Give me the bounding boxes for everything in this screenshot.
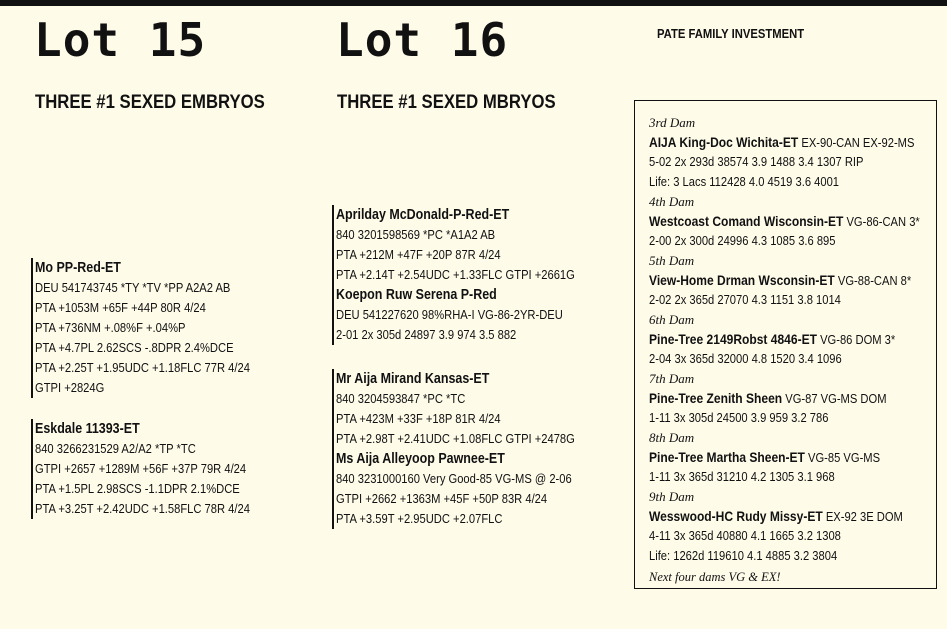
dam-entry [649,270,912,290]
animal-detail: 840 3266231529 A2/A2 *TP *TC [35,441,196,456]
animal-detail: GTPI +2662 +1363M +45F +50P 83R 4/24 [336,491,548,506]
lot-15-title: Lot 15 [34,13,207,67]
lot-16-title: Lot 16 [336,13,509,67]
dam-name: Wesswood-HC Rudy Missy-ET [649,508,823,524]
animal-detail: PTA +2.25T +1.95UDC +1.18FLC 77R 4/24 [35,360,250,375]
dam-record: 2-02 2x 365d 27070 4.3 1151 3.8 1014 [649,292,841,307]
dam-lifetime-record: Life: 3 Lacs 112428 4.0 4519 3.6 4001 [649,174,840,189]
consignor-name: PATE FAMILY INVESTMENT [657,27,805,41]
dam-classification: VG-86 DOM 3* [816,332,896,347]
dam-entry [649,447,896,467]
dam-entry [649,211,920,231]
dam-classification: EX-90-CAN EX-92-MS [798,135,915,150]
animal-detail: 840 3231000160 Very Good-85 VG-MS @ 2-06 [336,471,572,486]
animal-detail: PTA +212M +47F +20P 87R 4/24 [336,247,501,262]
animal-detail: DEU 541227620 98%RHA-I VG-86-2YR-DEU [336,307,563,322]
lot-15-subtitle: THREE #1 SEXED EMBRYOS [35,92,265,113]
animal-detail: PTA +1053M +65F +44P 80R 4/24 [35,300,206,315]
dam-record: 1-11 3x 365d 31210 4.2 1305 3.1 968 [649,469,835,484]
animal-detail: DEU 541743745 *TY *TV *PP A2A2 AB [35,280,231,295]
animal-detail: 840 3204593847 *PC *TC [336,391,466,406]
animal-detail: PTA +1.5PL 2.98SCS -1.1DPR 2.1%DCE [35,481,240,496]
dam-classification: VG-85 VG-MS [804,450,881,465]
dam-classification: EX-92 3E DOM [822,509,903,524]
animal-name: Aprilday McDonald-P-Red-ET [336,207,510,223]
animal-name: Koepon Ruw Serena P-Red [336,287,497,303]
lot-15-dam-sire [31,419,285,519]
animal-detail: PTA +736NM +.08%F +.04%P [35,320,186,335]
lot-16-subtitle: THREE #1 SEXED MBRYOS [337,92,556,113]
dam-pedigree-box [634,100,937,589]
dam-name: AIJA King-Doc Wichita-ET [649,134,799,150]
lot-16-sire-and-dam [332,205,614,345]
animal-detail: PTA +423M +33F +18P 81R 4/24 [336,411,501,426]
dam-generation-label: 9th Dam [649,489,695,504]
animal-detail: PTA +3.25T +2.42UDC +1.58FLC 78R 4/24 [35,501,250,516]
dam-lifetime-record: Life: 1262d 119610 4.1 4885 3.2 3804 [649,548,838,563]
dam-generation-label: 3rd Dam [649,115,696,130]
animal-name: Mo PP-Red-ET [35,260,121,276]
dam-classification: VG-87 VG-MS DOM [782,391,887,406]
dam-name: Pine-Tree Zenith Sheen [649,390,783,406]
dam-entry [649,132,915,152]
animal-name: Ms Aija Alleyoop Pawnee-ET [336,451,505,467]
dam-generation-label: 4th Dam [649,194,695,209]
animal-detail: PTA +4.7PL 2.62SCS -.8DPR 2.4%DCE [35,340,234,355]
animal-detail: GTPI +2657 +1289M +56F +37P 79R 4/24 [35,461,247,476]
animal-detail: 840 3201598569 *PC *A1A2 AB [336,227,496,242]
dam-record: 2-00 2x 300d 24996 4.3 1085 3.6 895 [649,233,836,248]
dam-name: View-Home Drman Wsconsin-ET [649,272,835,288]
dam-generation-label: 5th Dam [649,253,695,268]
dam-generation-label: 6th Dam [649,312,695,327]
animal-name: Mr Aija Mirand Kansas-ET [336,371,490,387]
dam-record: 4-11 3x 365d 40880 4.1 1665 3.2 1308 [649,528,841,543]
animal-detail: 2-01 2x 305d 24897 3.9 974 3.5 882 [336,327,517,342]
dam-name: Pine-Tree 2149Robst 4846-ET [649,331,817,347]
top-rule [0,0,947,6]
dam-record: 2-04 3x 365d 32000 4.8 1520 3.4 1096 [649,351,842,366]
dam-generation-label: 7th Dam [649,371,695,386]
dam-record: 5-02 2x 293d 38574 3.9 1488 3.4 1307 RIP [649,154,864,169]
dam-entry [649,506,903,526]
pedigree-note: Next four dams VG & EX! [649,570,781,584]
dam-generation-label: 8th Dam [649,430,695,445]
animal-detail: GTPI +2824G [35,380,105,395]
animal-detail: PTA +3.59T +2.95UDC +2.07FLC [336,511,503,526]
dam-name: Westcoast Comand Wisconsin-ET [649,213,844,229]
dam-classification: VG-88-CAN 8* [834,273,912,288]
lot-15-sire [31,258,285,398]
dam-name: Pine-Tree Martha Sheen-ET [649,449,805,465]
animal-detail: PTA +2.14T +2.54UDC +1.33FLC GTPI +2661G [336,267,575,282]
dam-record: 1-11 3x 305d 24500 3.9 959 3.2 786 [649,410,829,425]
dam-entry [649,388,896,408]
animal-detail: PTA +2.98T +2.41UDC +1.08FLC GTPI +2478G [336,431,575,446]
lot-16-second-pair [332,369,614,529]
dam-entry [649,329,896,349]
dam-classification: VG-86-CAN 3* [843,214,920,229]
animal-name: Eskdale 11393-ET [35,421,140,437]
